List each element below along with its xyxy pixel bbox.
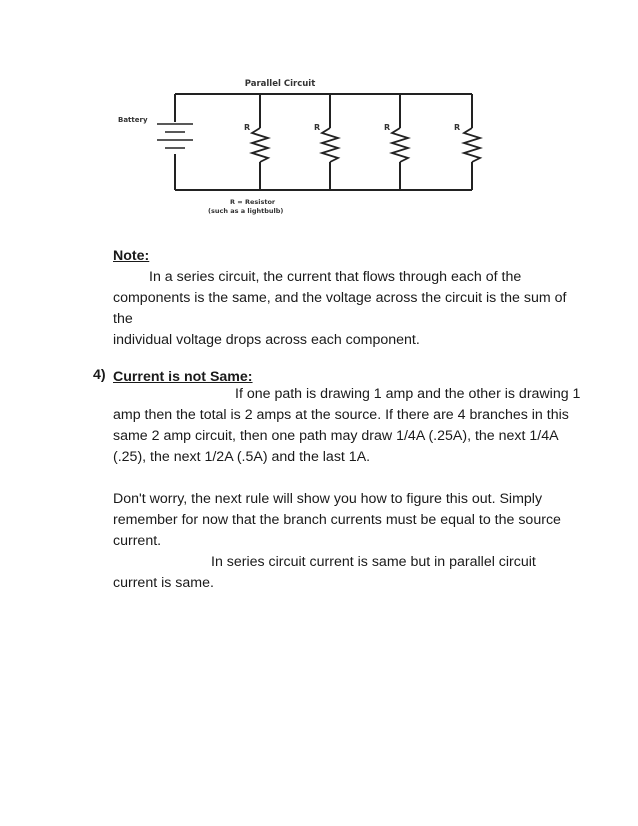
paragraph-line-5: current is same.	[113, 575, 214, 591]
parallel-circuit-diagram	[110, 72, 500, 222]
note-line-3: individual voltage drops across each component.	[113, 332, 420, 348]
paragraph-line-4: In series circuit current is same but in parallel circuit	[211, 554, 536, 570]
resistor-branch-3	[384, 94, 408, 190]
note-line-2: components is the same, and the voltage across the circuit is the sum of the	[113, 290, 567, 327]
section-body	[113, 384, 583, 468]
paragraph-two	[113, 489, 583, 594]
section-line-1: If one path is drawing 1 amp and the other is drawing 1	[235, 386, 581, 402]
section-heading: Current is not Same:	[113, 369, 253, 385]
resistor-label: R	[314, 123, 321, 132]
resistor-branch-4	[454, 94, 480, 190]
section-number: 4)	[93, 367, 106, 383]
legend-line-1: R = Resistor	[230, 198, 276, 206]
resistor-label: R	[384, 123, 391, 132]
section-line-4: (.25), the next 1/2A (.5A) and the last 1A.	[113, 449, 371, 465]
battery-label: Battery	[118, 116, 148, 124]
section-line-3: same 2 amp circuit, then one path may draw 1/4A (.25A), the next 1/4A	[113, 428, 559, 444]
resistor-label: R	[244, 123, 251, 132]
paragraph-line-1: Don't worry, the next rule will show you how to figure this out. Simply	[113, 491, 543, 507]
note-line-1: In a series circuit, the current that flows through each of the	[149, 269, 522, 285]
section-line-2: amp then the total is 2 amps at the source. If there are 4 branches in this	[113, 407, 569, 423]
resistor-label: R	[454, 123, 461, 132]
circuit-title: Parallel Circuit	[244, 79, 316, 89]
paragraph-line-3: current.	[113, 533, 162, 549]
resistor-branch-2	[314, 94, 338, 190]
note-heading: Note:	[113, 248, 150, 264]
resistor-branch-1	[244, 94, 268, 190]
note-body	[113, 267, 583, 351]
battery-symbol	[157, 124, 193, 148]
paragraph-line-2: remember for now that the branch currents must be equal to the source	[113, 512, 561, 528]
legend-line-2: (such as a lightbulb)	[208, 207, 284, 215]
